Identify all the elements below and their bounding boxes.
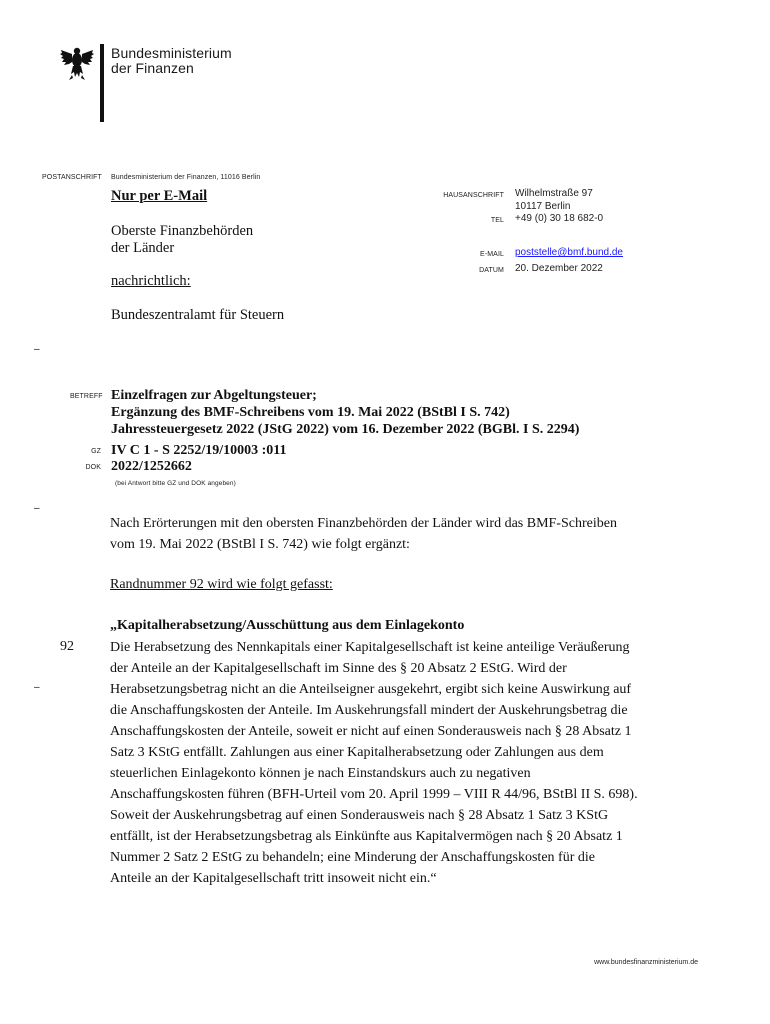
- sender-email-link[interactable]: poststelle@bmf.bund.de: [515, 247, 623, 258]
- cc-label: nachrichtlich:: [111, 273, 191, 289]
- logo-divider: [100, 44, 104, 122]
- sender-city: 10117 Berlin: [515, 201, 571, 212]
- text-line: Nummer 2 Satz 2 EStG zu behandeln; eine Minderung der Anschaffungskosten für die: [110, 850, 595, 865]
- sender-tel: +49 (0) 30 18 682-0: [515, 213, 604, 224]
- text-line: Herabsetzungsbetrag nicht an die Anteilseigner ausgekehrt, ergibt sich keine Auswirkung auf: [110, 682, 632, 697]
- dok-value: 2022/1252662: [111, 459, 192, 474]
- betreff-line-3: Jahressteuergesetz 2022 (JStG 2022) vom 16. Dezember 2022 (BGBl. I S. 2294): [111, 422, 580, 437]
- gz-label: GZ: [91, 448, 101, 455]
- datum-label: DATUM: [479, 267, 504, 274]
- randnummer: 92: [60, 639, 74, 654]
- dok-label: DOK: [85, 464, 101, 471]
- randnummer-text: [110, 637, 730, 889]
- cc-recipient: Bundeszentralamt für Steuern: [111, 307, 285, 323]
- margin-mark-1: –: [34, 344, 40, 355]
- text-line: Soweit der Auskehrungsbetrag auf einen Sonderausweis nach § 28 Absatz 1 Satz 3 KStG: [110, 808, 609, 823]
- text-line: Anschaffungskosten führen (BFH-Urteil vom 20. April 1999 – VIII R 44/96, BStBl II S. 698).: [110, 787, 638, 802]
- margin-mark-3: –: [34, 682, 40, 693]
- postanschrift-label: POSTANSCHRIFT: [42, 174, 102, 181]
- intro-paragraph: [110, 513, 710, 555]
- sender-street: Wilhelmstraße 97: [515, 188, 593, 199]
- betreff-label: BETREFF: [70, 393, 103, 400]
- text-line: entfällt, ist der Herabsetzungsbetrag als Einkünfte aus Kapitalvermögen nach § 20 Absatz 1: [110, 829, 623, 844]
- text-line: der Anteile an der Kapitalgesellschaft im Sinne des § 20 Absatz 2 EStG. Wird der: [110, 661, 567, 676]
- recipient-line-1: Oberste Finanzbehörden: [111, 223, 254, 239]
- federal-eagle-icon: [60, 44, 94, 86]
- ministry-line-1: Bundesministerium: [111, 45, 232, 61]
- text-line: die Anschaffungskosten der Anteile. Im Auskehrungsfall mindert der Auskehrungsbetrag die: [110, 703, 628, 718]
- margin-mark-2: –: [34, 503, 40, 514]
- betreff-line-2: Ergänzung des BMF-Schreibens vom 19. Mai 2022 (BStBl I S. 742): [111, 405, 510, 420]
- delivery-mode: Nur per E-Mail: [111, 188, 208, 204]
- randnummer-intro: Randnummer 92 wird wie folgt gefasst:: [110, 577, 333, 592]
- text-line: Satz 3 KStG entfällt. Zahlungen aus einer Kapitalherabsetzung oder Zahlungen aus dem: [110, 745, 604, 760]
- reply-hint: (bei Antwort bitte GZ und DOK angeben): [115, 480, 236, 487]
- betreff-line-1: Einzelfragen zur Abgeltungsteuer;: [111, 388, 317, 403]
- text-line: Anteile an der Kapitalgesellschaft tritt insoweit nicht ein.“: [110, 871, 437, 886]
- text-line: Anschaffungskosten der Anteile, soweit er nicht auf einen Sonderausweis nach § 28 Absatz 1: [110, 724, 632, 739]
- ministry-name: [111, 46, 232, 76]
- letter-date: 20. Dezember 2022: [515, 263, 603, 274]
- betreff-block: [111, 387, 579, 438]
- postanschrift-value: Bundesministerium der Finanzen, 11016 Berlin: [111, 174, 261, 181]
- hausanschrift-label: HAUSANSCHRIFT: [443, 192, 504, 199]
- gz-value: IV C 1 - S 2252/19/10003 :011: [111, 443, 287, 458]
- intro-line-2: vom 19. Mai 2022 (BStBl I S. 742) wie folgt ergänzt:: [110, 537, 410, 552]
- intro-line-1: Nach Erörterungen mit den obersten Finanzbehörden der Länder wird das BMF-Schreiben: [110, 516, 617, 531]
- text-line: steuerlichen Einlagekonto können je nach Einstandskurs auch zu negativen: [110, 766, 531, 781]
- email-label: E-MAIL: [480, 251, 504, 258]
- section-heading: „Kapitalherabsetzung/Ausschüttung aus dem Einlagekonto: [110, 618, 465, 633]
- ministry-line-2: der Finanzen: [111, 60, 194, 76]
- tel-label: TEL: [490, 217, 504, 224]
- footer-url: www.bundesfinanzministerium.de: [594, 959, 698, 966]
- text-line: Die Herabsetzung des Nennkapitals einer Kapitalgesellschaft ist keine anteilige Veräußerung: [110, 640, 630, 655]
- recipient-line-2: der Länder: [111, 240, 175, 256]
